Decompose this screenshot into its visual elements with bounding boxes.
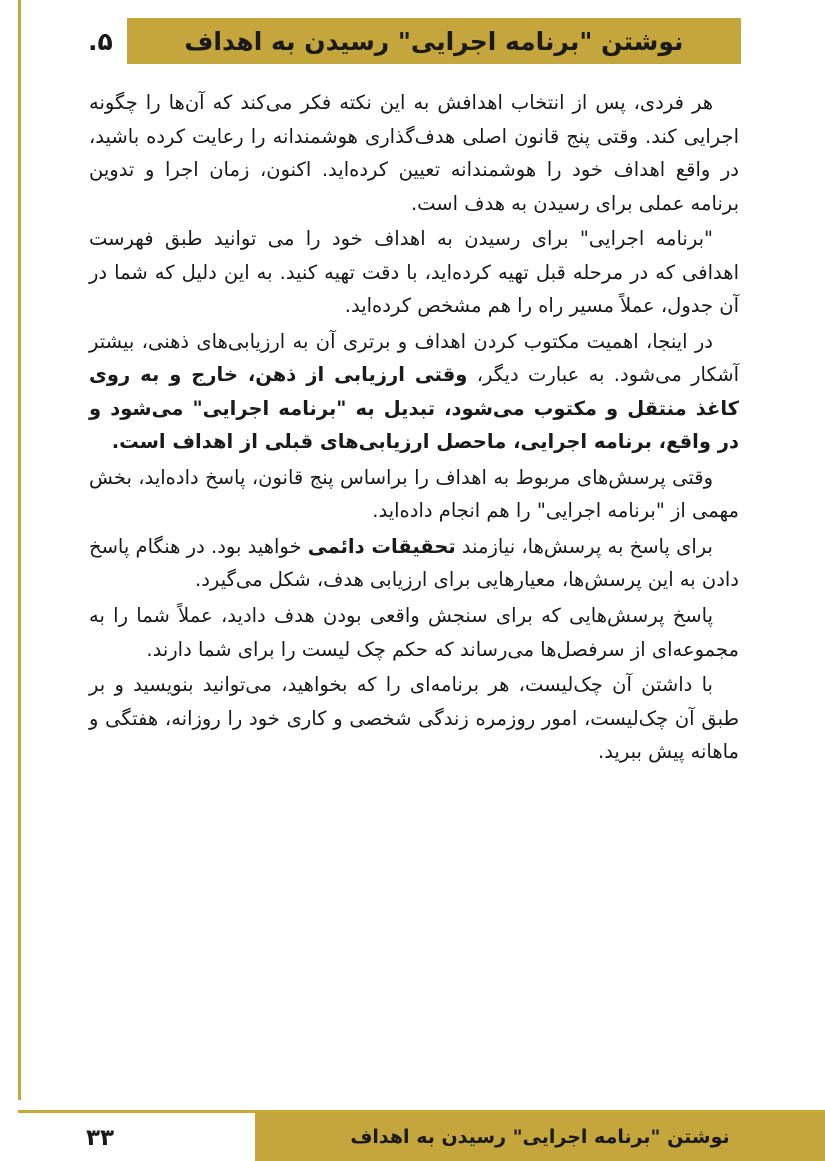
paragraph-text: با داشتن آن چک‌لیست، هر برنامه‌ای را که بخواهید، می‌توانید بنویسید و بر طبق آن چک‌لیست، امور روزمره زندگی شخصی و کاری خود را روزانه، هفتگی و ماهانه پیش ببرید. xyxy=(89,673,739,764)
paragraph-text: خواهید بود. در هنگام پاسخ دادن به این پرسش‌ها، معیارهایی برای ارزیابی هدف، شکل می‌گیرد. xyxy=(89,534,739,592)
paragraph xyxy=(89,599,739,666)
paragraph-text: در اینجا، اهمیت مکتوب کردن اهداف و برتری آن به ارزیابی‌های ذهنی، بیشتر آشکار می‌شود. به عبارت دیگر، xyxy=(89,329,739,387)
left-margin-rule xyxy=(18,0,21,1100)
paragraph-text: "برنامه اجرایی" برای رسیدن به اهداف خود را می توانید طبق فهرست اهدافی که در مرحله قبل تهیه کرده‌اید، با دقت تهیه کنید. به این دلیل که شما در آن جدول، عملاً مسیر راه را هم مشخص کرده‌اید. xyxy=(89,227,739,318)
paragraph xyxy=(89,86,739,220)
paragraph-text: وقتی پرسش‌های مربوط به اهداف را براساس پنج قانون، پاسخ داده‌اید، بخش مهمی از "برنامه اجرایی" را هم انجام داده‌اید. xyxy=(89,465,739,523)
footer-title: نوشتن "برنامه اجرایی" رسیدن به اهداف xyxy=(350,1126,730,1148)
page-footer xyxy=(0,1099,825,1161)
section-number: ۵. xyxy=(88,26,113,56)
section-title: نوشتن "برنامه اجرایی" رسیدن به اهداف xyxy=(184,26,684,56)
paragraph-text: برای پاسخ به پرسش‌ها، نیازمند xyxy=(455,534,713,558)
section-header xyxy=(88,18,741,64)
paragraph xyxy=(89,668,739,769)
footer-band xyxy=(255,1113,825,1161)
paragraph xyxy=(89,325,739,459)
emphasis-text: وقتی ارزیابی از ذهن، خارج و به روی کاغذ منتقل و مکتوب می‌شود، تبدیل به "برنامه اجرایی" می‌شود و در واقع، برنامه اجرایی، ماحصل ارزیابی‌های قبلی از اهداف است. xyxy=(89,363,739,454)
page-number: ۳۳ xyxy=(86,1125,115,1151)
paragraph-text: هر فردی، پس از انتخاب اهدافش به این نکته فکر می‌کند که آن‌ها را چگونه اجرایی کند. وقتی پنج قانون اصلی هدف‌گذاری هوشمندانه را رعایت کرده باشید، در واقع اهداف خود را هوشمندانه تعیین کرده‌اید. اکنون، زمان اجرا و تدوین برنامه عملی برای رسیدن به هدف است. xyxy=(89,91,739,215)
emphasis-text: تحقیقات دائمی xyxy=(307,534,456,558)
section-header-band xyxy=(127,18,741,64)
paragraph xyxy=(89,530,739,597)
paragraph-text: پاسخ پرسش‌هایی که برای سنجش واقعی بودن هدف دادید، عملاً شما را به مجموعه‌ای از سرفصل‌ها می‌رساند که حکم چک لیست را برای شما دارند. xyxy=(89,603,739,661)
paragraph xyxy=(89,461,739,528)
body-text xyxy=(89,86,739,771)
paragraph xyxy=(89,222,739,323)
